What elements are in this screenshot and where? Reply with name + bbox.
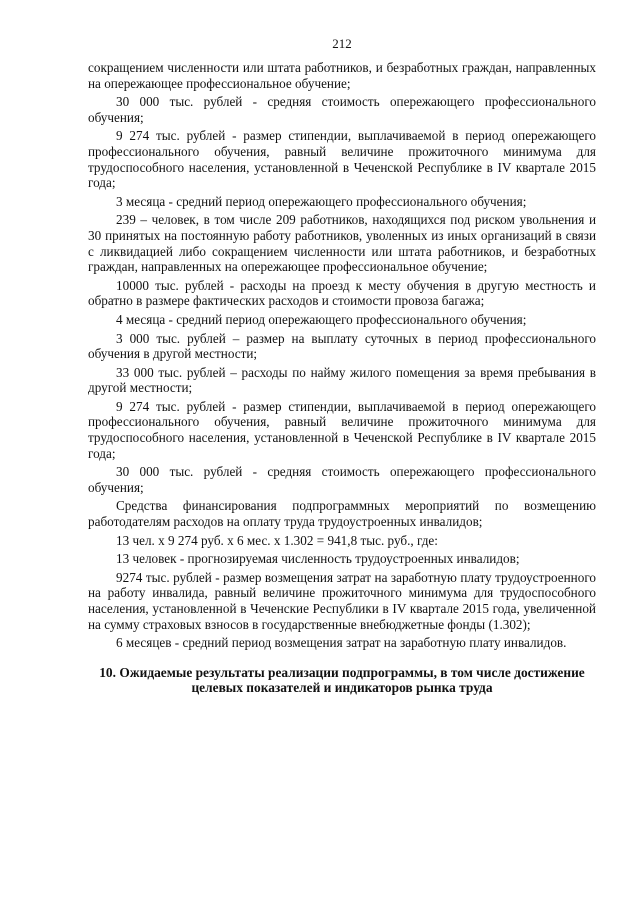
paragraph-3: 9 274 тыс. рублей - размер стипендии, выплачиваемой в период опережающего профессионального обучения, равный величине прожиточного минимума для трудоспособного населения, установленной в Чеченской Республике в IV квартале 2015 года; <box>88 128 596 191</box>
paragraph-10: 9 274 тыс. рублей - размер стипендии, выплачиваемой в период опережающего профессионального обучения, равный величине прожиточного минимума для трудоспособного населения, установленной в Чеченской Республике в IV квартале 2015 года; <box>88 398 596 461</box>
paragraph-13: 13 чел. х 9 274 руб. х 6 мес. х 1.302 = 941,8 тыс. руб., где: <box>116 532 438 548</box>
section-heading: 10. Ожидаемые результаты реализации подпрограммы, в том числе достижение целевых показателей и индикаторов рынка труда <box>99 664 585 696</box>
paragraph-9: 33 000 тыс. рублей – расходы по найму жилого помещения за время пребывания в другой местности; <box>88 364 596 396</box>
paragraph-16: 6 месяцев - средний период возмещения затрат на заработную плату инвалидов. <box>116 635 567 651</box>
paragraph-8: 3 000 тыс. рублей – размер на выплату суточных в период профессионального обучения в другой местности; <box>88 330 596 362</box>
paragraph-6: 10000 тыс. рублей - расходы на проезд к месту обучения в другую местность и обратно в размере фактических расходов и стоимости провоза багажа; <box>88 277 596 309</box>
paragraph-5: 239 – человек, в том числе 209 работников, находящихся под риском увольнения и 30 принятых на постоянную работу работников, уволенных из иных организаций в связи с ликвидацией либо сокращением численности или штата работников, и безработных граждан, направленных на опережающее профессиональное обучение; <box>88 212 596 275</box>
page-number: 212 <box>332 36 352 51</box>
paragraph-14: 13 человек - прогнозируемая численность трудоустроенных инвалидов; <box>116 551 520 567</box>
paragraph-4: 3 месяца - средний период опережающего профессионального обучения; <box>116 193 527 209</box>
paragraph-7: 4 месяца - средний период опережающего профессионального обучения; <box>116 311 527 327</box>
paragraph-15: 9274 тыс. рублей - размер возмещения затрат на заработную плату трудоустроенного на работу инвалида, равный величине прожиточного минимума для трудоспособного населения, установленной в Чеченские Республики в IV квартале 2015 года, увеличенной на сумму страховых взносов в государственные внебюджетные фонды (1.302); <box>88 569 596 632</box>
document-page <box>88 36 596 696</box>
paragraph-1: сокращением численности или штата работников, и безработных граждан, направленных на опережающее профессиональное обучение; <box>88 60 596 91</box>
paragraph-11: 30 000 тыс. рублей - средняя стоимость опережающего профессионального обучения; <box>88 464 596 495</box>
paragraph-12: Средства финансирования подпрограммных мероприятий по возмещению работодателям расходов на оплату труда трудоустроенных инвалидов; <box>88 498 596 530</box>
paragraph-2: 30 000 тыс. рублей - средняя стоимость опережающего профессионального обучения; <box>88 94 596 125</box>
